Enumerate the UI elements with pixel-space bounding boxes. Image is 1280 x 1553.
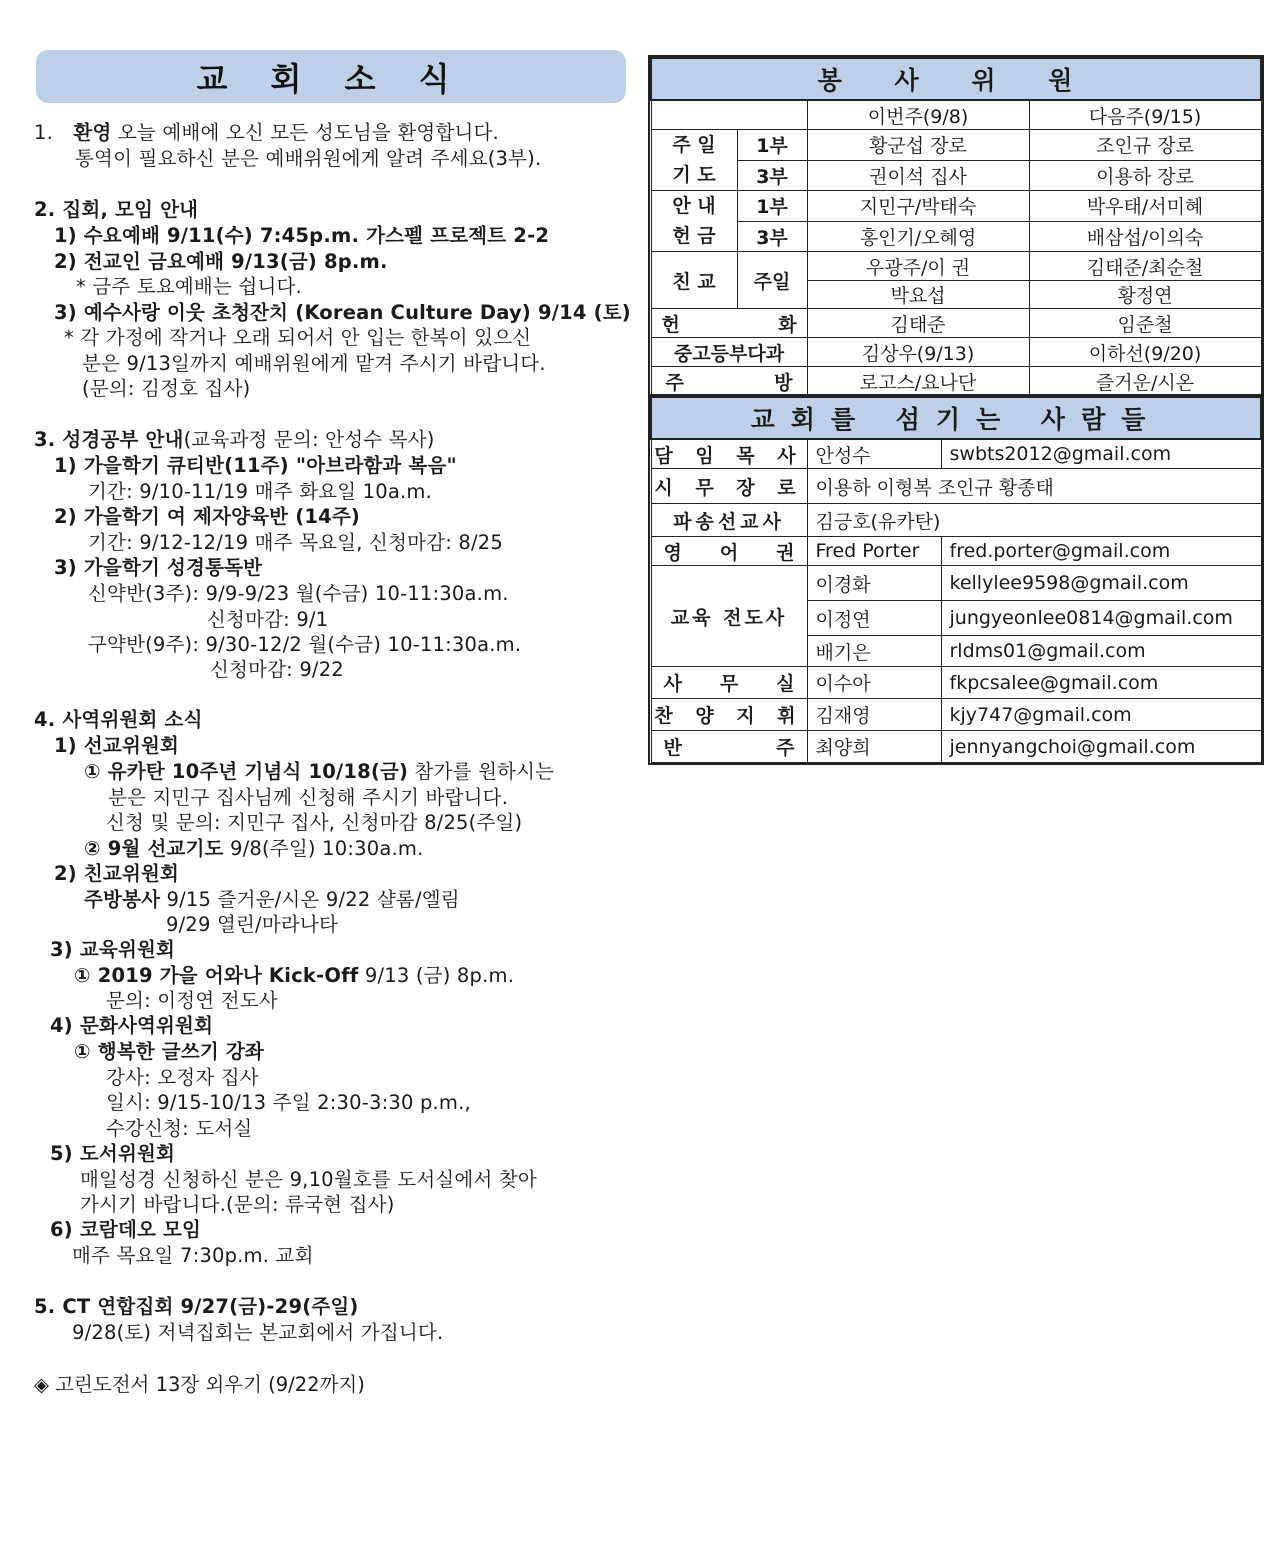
news-item-5-heading: 5. CT 연합집회 9/27(금)-29(주일) (34, 1295, 359, 1318)
committee-fellowship: 2) 친교위원회 (54, 862, 180, 885)
pastor-email: swbts2012@gmail.com (941, 439, 1261, 469)
news-item-3-1-detail: 기간: 9/10-11/19 매주 화요일 10a.m. (88, 480, 432, 503)
youth-this: 김상우(9/13) (807, 338, 1029, 367)
edu-label: 교육 전도사 (651, 566, 807, 667)
news-item-3-2: 2) 가을학기 여 제자양육반 (14주) (54, 505, 361, 528)
news-item-2-1: 1) 수요예배 9/11(수) 7:45p.m. 가스펠 프로젝트 2-2 (54, 224, 550, 247)
choir-email: kjy747@gmail.com (941, 699, 1261, 731)
news-item-1-line2: 통역이 필요하신 분은 예배위원에게 알려 주세요(3부). (75, 147, 542, 170)
missionary-name: 김긍호(유카탄) (807, 504, 1261, 537)
committee-library-a2: 가시기 바랍니다.(문의: 류국현 집사) (80, 1193, 395, 1216)
usher1-this: 지민구/박태숙 (807, 191, 1029, 222)
fellowship1-next: 김태준/최순철 (1029, 252, 1261, 281)
news-item-4-heading: 4. 사역위원회 소식 (34, 708, 203, 731)
committee-mission: 1) 선교위원회 (54, 734, 180, 757)
this-week-header: 이번주(9/8) (807, 100, 1029, 130)
news-item-3-3-nt: 신약반(3주): 9/9-9/23 월(수금) 10-11:30a.m. (88, 582, 509, 605)
committee-mission-b (84, 836, 423, 862)
item-text: 9/15 즐거운/시온 9/22 샬롬/엘림 (160, 888, 460, 911)
memory-verse: ◈ 고린도전서 13장 외우기 (9/22까지) (34, 1373, 365, 1396)
next-week-header: 다음주(9/15) (1029, 100, 1261, 130)
item-number: 1. (34, 121, 54, 144)
item-text: 오늘 예배에 오신 모든 성도님을 환영합니다. (111, 121, 499, 144)
staff-title: 교회를 섬기는 사람들 (651, 397, 1261, 439)
office-email: fkpcsalee@gmail.com (941, 667, 1261, 699)
committee-education-a (74, 963, 514, 989)
news-item-5-line2: 9/28(토) 저녁집회는 본교회에서 가집니다. (72, 1321, 444, 1344)
servants-table (650, 57, 1262, 396)
accompanist-name: 최양희 (807, 731, 941, 763)
edu1-name: 이경화 (807, 566, 941, 601)
item-heading: 3. 성경공부 안내 (34, 428, 184, 451)
flower-label: 헌 화 (651, 309, 807, 338)
committee-culture-a4: 수강신청: 도서실 (106, 1117, 253, 1140)
english-email: fred.porter@gmail.com (941, 537, 1261, 566)
servants-section (650, 57, 1260, 763)
news-item-3-3: 3) 가을학기 성경통독반 (54, 556, 263, 579)
news-item-2-heading: 2. 집회, 모임 안내 (34, 198, 199, 221)
committee-mission-a2: 분은 지민구 집사님께 신청해 주시기 바랍니다. (108, 786, 509, 809)
fellowship1-this: 우광주/이 권 (807, 252, 1029, 281)
service-3: 3부 (737, 221, 807, 252)
committee-mission-a3: 신청 및 문의: 지민구 집사, 신청마감 8/25(주일) (106, 811, 523, 834)
item-heading: 환영 (73, 121, 112, 144)
item-heading: 주방봉사 (84, 888, 161, 911)
choir-name: 김재영 (807, 699, 941, 731)
youth-snack-label: 중고등부다과 (651, 338, 807, 367)
item-heading: ① 2019 가을 어와나 Kick-Off (74, 964, 359, 987)
committee-fellowship-a2: 9/29 열린/마라나타 (166, 913, 338, 936)
prayer1-next: 조인규 장로 (1029, 130, 1261, 161)
prayer3-next: 이용하 장로 (1029, 160, 1261, 191)
committee-culture-a: ① 행복한 글쓰기 강좌 (74, 1040, 264, 1063)
news-item-2-2-note: * 금주 토요예배는 쉽니다. (76, 275, 302, 298)
sunday-label: 주일 (737, 252, 807, 309)
youth-next: 이하선(9/20) (1029, 338, 1261, 367)
edu3-email: rldms01@gmail.com (941, 636, 1261, 667)
choir-label: 찬 양 지 휘 (651, 699, 807, 731)
news-item-3-3-ot: 구약반(9주): 9/30-12/2 월(수금) 10-11:30a.m. (88, 633, 522, 656)
english-name: Fred Porter (807, 537, 941, 566)
news-item-3-3-ot-deadline: 신청마감: 9/22 (210, 658, 344, 681)
flower-next: 임준철 (1029, 309, 1261, 338)
kitchen-next: 즐거운/시온 (1029, 367, 1261, 396)
church-news-title: 교 회 소 식 (36, 50, 626, 103)
item-note: (교육과정 문의: 안성수 목사) (183, 428, 435, 451)
committee-culture-a3: 일시: 9/15-10/13 주일 2:30-3:30 p.m., (106, 1091, 471, 1114)
service-1: 1부 (737, 130, 807, 161)
accompanist-label: 반 주 (651, 731, 807, 763)
prayer1-this: 황군섭 장로 (807, 130, 1029, 161)
news-item-3-2-detail: 기간: 9/12-12/19 매주 목요일, 신청마감: 8/25 (88, 531, 503, 554)
committee-culture-a2: 강사: 오정자 집사 (106, 1066, 259, 1089)
committee-coramdeo: 6) 코람데오 모임 (50, 1218, 202, 1241)
blank-cell (651, 100, 807, 130)
english-label: 영 어 권 (651, 537, 807, 566)
flower-this: 김태준 (807, 309, 1029, 338)
news-item-2-3-note2: 분은 9/13일까지 예배위원에게 맡겨 주시기 바랍니다. (82, 352, 546, 375)
fellowship-label: 친 교 (651, 252, 737, 309)
prayer-label-line1: 주 일 (672, 134, 716, 156)
accompanist-email: jennyangchoi@gmail.com (941, 731, 1261, 763)
prayer3-this: 권이석 집사 (807, 160, 1029, 191)
item-text: 9/8(주일) 10:30a.m. (223, 837, 424, 860)
edu2-email: jungyeonlee0814@gmail.com (941, 601, 1261, 636)
kitchen-label: 주 방 (651, 367, 807, 396)
kitchen-this: 로고스/요나단 (807, 367, 1029, 396)
edu1-email: kellylee9598@gmail.com (941, 566, 1261, 601)
elders-label: 시 무 장 로 (651, 469, 807, 504)
item-heading: ② 9월 선교기도 (84, 837, 224, 860)
usher3-next: 배삼섭/이의숙 (1029, 221, 1261, 252)
news-item-3-1: 1) 가을학기 큐티반(11주) "아브라함과 복음" (54, 454, 457, 477)
missionary-label: 파송선교사 (651, 504, 807, 537)
committee-education-a2: 문의: 이정연 전도사 (106, 989, 278, 1012)
news-item-3-3-nt-deadline: 신청마감: 9/1 (207, 608, 329, 631)
committee-culture: 4) 문화사역위원회 (50, 1014, 214, 1037)
edu3-name: 배기은 (807, 636, 941, 667)
pastor-label: 담 임 목 사 (651, 439, 807, 469)
committee-library-a: 매일성경 신청하신 분은 9,10월호를 도서실에서 찾아 (80, 1168, 537, 1191)
office-label: 사 무 실 (651, 667, 807, 699)
committee-coramdeo-a: 매주 목요일 7:30p.m. 교회 (72, 1244, 314, 1267)
fellowship2-next: 황정연 (1029, 281, 1261, 309)
committee-mission-a (84, 759, 554, 785)
committee-education: 3) 교육위원회 (50, 938, 176, 961)
servants-title: 봉 사 위 원 (651, 58, 1261, 100)
usher1-next: 박우태/서미혜 (1029, 191, 1261, 222)
committee-library: 5) 도서위원회 (50, 1142, 176, 1165)
usher3-this: 홍인기/오혜영 (807, 221, 1029, 252)
edu2-name: 이정연 (807, 601, 941, 636)
news-item-2-3-note1: * 각 가정에 작거나 오래 되어서 안 입는 한복이 있으신 (64, 326, 532, 349)
committee-fellowship-a (84, 887, 460, 913)
pastor-name: 안성수 (807, 439, 941, 469)
news-item-1 (34, 120, 499, 146)
prayer-label (651, 130, 737, 191)
service-1: 1부 (737, 191, 807, 222)
usher-label-line2: 헌 금 (672, 225, 716, 247)
news-item-2-3-note3: (문의: 김정호 집사) (82, 377, 251, 400)
service-3: 3부 (737, 160, 807, 191)
elders-names: 이용하 이형복 조인규 황종태 (807, 469, 1261, 504)
item-text: 9/13 (금) 8p.m. (358, 964, 515, 987)
news-item-3-heading (34, 427, 435, 453)
usher-label-line1: 안 내 (672, 195, 716, 217)
prayer-label-line2: 기 도 (672, 164, 716, 186)
item-text: 참가를 원하시는 (408, 760, 555, 783)
staff-table (650, 396, 1262, 763)
usher-label (651, 191, 737, 252)
news-item-2-3: 3) 예수사랑 이웃 초청잔치 (Korean Culture Day) 9/14 (토) (54, 301, 631, 324)
office-name: 이수아 (807, 667, 941, 699)
item-heading: ① 유카탄 10주년 기념식 10/18(금) (84, 760, 409, 783)
fellowship2-this: 박요섭 (807, 281, 1029, 309)
news-item-2-2: 2) 전교인 금요예배 9/13(금) 8p.m. (54, 250, 388, 273)
